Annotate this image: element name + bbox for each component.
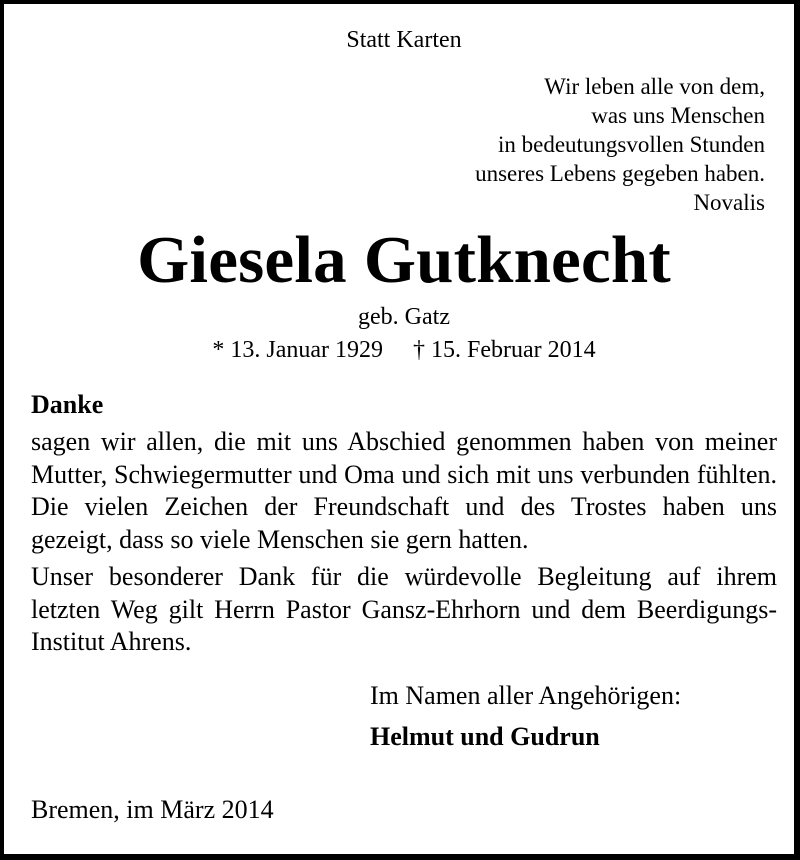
place-date: Bremen, im März 2014	[31, 795, 274, 824]
thanks-heading: Danke	[31, 390, 104, 419]
death-cross-icon: †	[413, 337, 425, 363]
death-date: 15. Februar 2014	[431, 337, 596, 363]
thanks-paragraph-1: sagen wir allen, die mit uns Abschied genommen haben von meiner Mutter, Schwiegermutter und Oma und sich mit uns verbunden fühlten. Die vielen Zeichen der Freundschaft und des Trostes haben uns gezeigt, dass so viele Menschen sie gern hatten.	[31, 427, 777, 554]
life-dates	[4, 335, 800, 365]
birth-date: 13. Januar 1929	[230, 337, 383, 363]
quote-block	[475, 72, 765, 217]
deceased-name: Giesela Gutknecht	[137, 223, 671, 297]
quote-line: was uns Menschen	[591, 103, 765, 128]
birth-star-icon: *	[212, 337, 225, 363]
maiden-name: geb. Gatz	[358, 304, 450, 330]
quote-line: unseres Lebens gegeben haben.	[475, 161, 765, 186]
signoff-intro: Im Namen aller Angehörigen:	[370, 681, 682, 710]
thanks-paragraph-2: Unser besonderer Dank für die würdevolle Begleitung auf ihrem letzten Weg gilt Herrn Pastor Gansz-Ehrhorn und dem Beerdigungs-Institut Ahrens.	[31, 562, 777, 656]
quote-line: Wir leben alle von dem,	[544, 74, 765, 99]
quote-author: Novalis	[693, 190, 765, 215]
signoff-names: Helmut und Gudrun	[370, 722, 600, 751]
quote-line: in bedeutungsvollen Stunden	[497, 132, 765, 157]
header-note: Statt Karten	[346, 27, 462, 53]
